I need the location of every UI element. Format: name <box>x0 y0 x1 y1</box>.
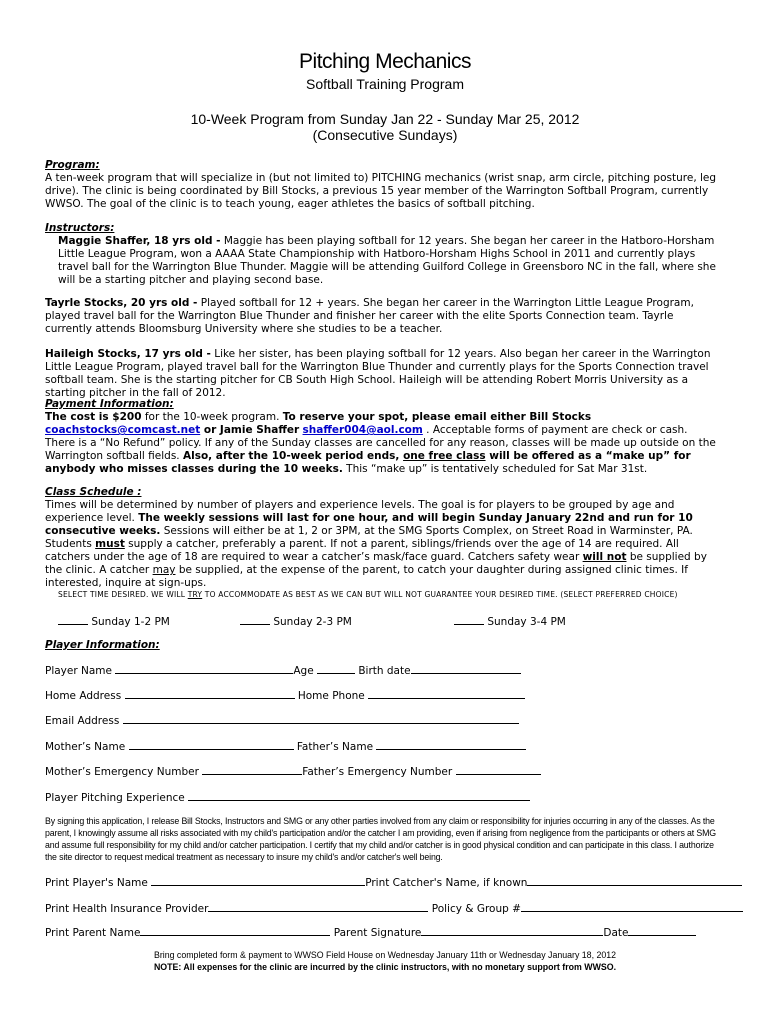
print-parent-label: Print Parent Name <box>45 927 141 939</box>
schedule-section <box>45 486 720 590</box>
mothers-emergency-label: Mother’s Emergency Number <box>45 766 199 778</box>
payment-reserve: To reserve your spot, please email either Bill Stocks <box>282 411 592 423</box>
payment-cost: The cost is $200 <box>45 411 142 423</box>
instructor-name: Tayrle Stocks, 20 yrs old - <box>45 297 198 309</box>
print-parent-field[interactable] <box>140 925 330 936</box>
print-player-field[interactable] <box>151 875 365 886</box>
payment-section <box>45 398 720 476</box>
age-field[interactable] <box>317 663 355 674</box>
instructor-entry-maggie <box>45 235 720 287</box>
policy-group-label: Policy & Group # <box>431 903 521 915</box>
email-address-label: Email Address <box>45 715 120 727</box>
parents-name-row <box>45 739 526 753</box>
schedule-inquire: be supplied, at the expense of the parent, to catch your daughter during assigned clinic times. If interested, inquire at sign-ups. <box>45 564 688 589</box>
birth-date-label: Birth date <box>358 665 411 677</box>
time-option-2[interactable] <box>240 614 352 628</box>
age-label: Age <box>293 665 314 677</box>
instructor-entry-tayrle <box>45 297 720 336</box>
payment-text: for the 10-week program. <box>141 411 283 423</box>
player-name-field[interactable] <box>115 663 293 674</box>
program-heading: Program: <box>45 159 100 171</box>
health-provider-label: Print Health Insurance Provider <box>45 903 209 915</box>
player-info-heading <box>45 639 160 651</box>
instructors-section <box>45 222 720 287</box>
schedule-may: may <box>152 564 176 576</box>
select-note-choice: (SELECT PREFERRED CHOICE) <box>560 590 678 599</box>
home-address-label: Home Address <box>45 690 122 702</box>
parent-signature-label: Parent Signature <box>333 927 422 939</box>
form-title: Pitching Mechanics <box>299 50 471 73</box>
fathers-name-field[interactable] <box>376 739 526 750</box>
pitching-experience-field[interactable] <box>188 790 530 801</box>
pitching-experience-row <box>45 790 530 804</box>
select-time-note <box>58 590 678 599</box>
emergency-row <box>45 764 541 778</box>
instructor-name: Haileigh Stocks, 17 yrs old - <box>45 348 211 360</box>
select-note-try: TRY <box>187 590 203 599</box>
print-catcher-field[interactable] <box>527 875 742 886</box>
footer-note: NOTE: All expenses for the clinic are incurred by the clinic instructors, with no monetary support from WWSO. <box>153 962 617 972</box>
schedule-text: Times will be determined by number of players and experience levels. The goal is for players to be grouped by age and experience level. <box>45 499 675 524</box>
schedule-location: Sessions will either be at 1, 2 or 3PM, at the SMG Sports Complex, on Street Road in Warminster, PA. Students <box>45 525 693 550</box>
health-provider-field[interactable] <box>208 901 428 912</box>
email-link-bill-stocks[interactable]: coachstocks@comcast.net <box>45 424 201 436</box>
schedule-sessions: The weekly sessions will last for one hour, and will begin Sunday January 22nd and run for 10 consecutive weeks. <box>45 512 693 537</box>
print-catcher-label: Print Catcher's Name, if known <box>365 877 528 889</box>
schedule-will-not: will not <box>582 551 627 563</box>
player-name-row <box>45 663 521 677</box>
date-label: Date <box>603 927 629 939</box>
email-address-row <box>45 713 519 727</box>
schedule-must: must <box>95 538 125 550</box>
player-name-label: Player Name <box>45 665 112 677</box>
program-dates: 10-Week Program from Sunday Jan 22 - Sunday Mar 25, 2012 <box>190 111 580 127</box>
player-info-heading-text: Player Information: <box>45 639 160 651</box>
email-address-field[interactable] <box>123 713 519 724</box>
payment-free-class: one free class <box>403 450 486 462</box>
parent-signature-row <box>45 925 696 939</box>
form-subtitle: Softball Training Program <box>306 76 464 92</box>
instructor-bio: Maggie has been playing softball for 12 years. She began her career in the Hatboro-Horsham Little League Program, won a AAAA State Championship with Hatboro-Horsham Highs School in 2011 and currently plays travel ball for the Warrington Blue Thunder. Maggie will be attending Guilford College in Greensboro NC in the fall, where she will be a starting pitcher and playing second base. <box>58 235 716 286</box>
home-address-field[interactable] <box>125 688 295 699</box>
time-option-label: Sunday 2-3 PM <box>273 616 352 628</box>
fathers-emergency-label: Father’s Emergency Number <box>302 766 453 778</box>
fathers-emergency-field[interactable] <box>456 764 541 775</box>
policy-group-field[interactable] <box>521 901 743 912</box>
time-option-label: Sunday 3-4 PM <box>487 616 566 628</box>
select-note-text: SELECT TIME DESIRED. WE WILL <box>58 590 188 599</box>
payment-makeup: Also, after the 10-week period ends, <box>182 450 404 462</box>
time-option-blank[interactable] <box>454 614 484 625</box>
fathers-name-label: Father’s Name <box>296 741 374 753</box>
footer-instructions: Bring completed form & payment to WWSO Field House on Wednesday January 11th or Wednesday January 18, 2012 <box>153 950 617 960</box>
payment-heading: Payment Information: <box>45 398 174 410</box>
insurance-row <box>45 901 743 915</box>
mothers-name-label: Mother’s Name <box>45 741 126 753</box>
home-phone-label: Home Phone <box>297 690 365 702</box>
schedule-heading: Class Schedule : <box>45 486 142 498</box>
print-names-row <box>45 875 742 889</box>
mothers-emergency-field[interactable] <box>202 764 302 775</box>
instructors-heading: Instructors: <box>45 222 115 234</box>
date-field[interactable] <box>628 925 696 936</box>
program-text: A ten-week program that will specialize in (but not limited to) PITCHING mechanics (wrist snap, arm circle, pitching posture, leg drive). The clinic is being coordinated by Bill Stocks, a previous 15 year member of the Warrington Softball Program, currently WWSO. The goal of the clinic is to teach young, eager athletes the basics of softball pitching. <box>45 172 717 210</box>
birth-date-field[interactable] <box>411 663 521 674</box>
time-option-blank[interactable] <box>58 614 88 625</box>
time-option-label: Sunday 1-2 PM <box>91 616 170 628</box>
waiver-text: By signing this application, I release Bill Stocks, Instructors and SMG or any other parties involved from any claim or responsibility for injuries occurring in any of the classes. As the parent, I knowingly assume all risks associated with my child's participation and/or the catcher I am providing, even if arising from negligence from the participants or others at SMG and assume full responsibility for my child and/or catcher participation. I certify that my child and/or catcher is in good physical condition and can participate in this class. I authorize the site director to request medical treatment as necessary to insure my child's and/or catcher's well being. <box>45 816 716 862</box>
pitching-experience-label: Player Pitching Experience <box>45 792 185 804</box>
schedule-catcher: supply a catcher, preferably a parent. If not a parent, siblings/friends over the age of 14 are required. All catchers under the age of 18 are required to wear a catcher’s mask/face guard. Catchers safety wear <box>45 538 679 563</box>
instructor-bio: Like her sister, has been playing softball for 12 years. Also began her career in the Warrington Little League Program, played travel ball for the Warrington Blue Thunder and currently plays for the Sports Connection travel softball team. She is the starting pitcher for CB South High School. Haileigh will be attending Robert Morris University as a starting pitcher in the fall of 2012. <box>45 348 711 399</box>
payment-makeup-text: will be offered as a “make up” for anybody who misses classes during the 10 weeks. <box>45 450 691 475</box>
email-link-jamie-shaffer[interactable]: shaffer004@aol.com <box>302 424 423 436</box>
home-phone-field[interactable] <box>368 688 525 699</box>
instructor-entry-haileigh <box>45 348 720 400</box>
select-note-text-2: TO ACCOMMODATE AS BEST AS WE CAN BUT WILL NOT GUARANTEE YOUR DESIRED TIME. <box>202 590 561 599</box>
program-note: (Consecutive Sundays) <box>312 127 458 143</box>
mothers-name-field[interactable] <box>129 739 294 750</box>
payment-makeup-date: This “make up” is tentatively scheduled for Sat Mar 31st. <box>342 463 648 475</box>
print-player-label: Print Player's Name <box>45 877 148 889</box>
instructor-name: Maggie Shaffer, 18 yrs old - <box>58 235 221 247</box>
time-option-blank[interactable] <box>240 614 270 625</box>
payment-or-text: or Jamie Shaffer <box>200 424 300 436</box>
home-address-row <box>45 688 525 702</box>
parent-signature-field[interactable] <box>421 925 603 936</box>
payment-policy: . Acceptable forms of payment are check or cash. There is a “No Refund” policy. If any of the Sunday classes are cancelled for any reason, classes will be made up outside on the Warrington softball fields. <box>45 424 716 462</box>
schedule-catcher-may: be supplied by the clinic. A catcher <box>45 551 707 576</box>
time-option-3[interactable] <box>454 614 566 628</box>
program-section <box>45 159 720 211</box>
time-option-1[interactable] <box>58 614 170 628</box>
instructor-bio: Played softball for 12 + years. She began her career in the Warrington Little League Program, played travel ball for the Warrington Blue Thunder and finisher her career with the elite Sports Connection team. Tayrle currently attends Bloomsburg University where she studies to be a teacher. <box>45 297 694 335</box>
